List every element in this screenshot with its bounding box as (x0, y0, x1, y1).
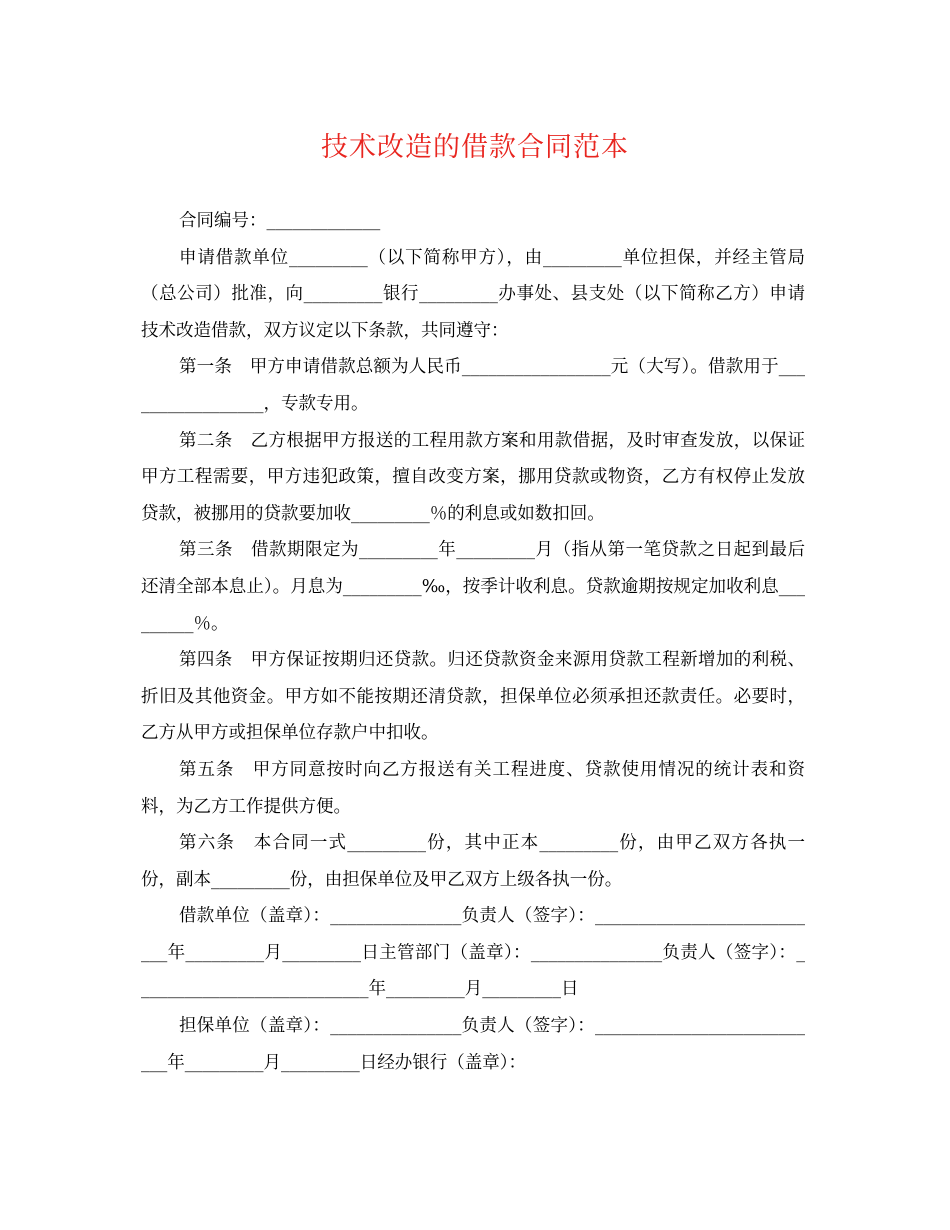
contract-number-line: 合同编号：_____________ (179, 211, 381, 231)
document-body (141, 203, 805, 1081)
article-5-paragraph: 第五条 甲方同意按时向乙方报送有关工程进度、贷款使用情况的统计表和资料，为乙方工作提供方便。 (141, 759, 805, 817)
document-title: 技术改造的借款合同范本 (321, 132, 629, 163)
article-2-paragraph: 第二条 乙方根据甲方报送的工程用款方案和用款借据，及时审查发放，以保证甲方工程需要，甲方违犯政策，擅自改变方案，挪用贷款或物资，乙方有权停止发放贷款，被挪用的贷款要加收_________％的利息或如数扣回。 (141, 430, 805, 524)
borrower-signature-block: 借款单位（盖章）：_______________负责人（签字）：___________________________年_________月_________日主管部门（盖章）：_______________负责人（签字）：___________________________年_________月_________日 (141, 906, 805, 1000)
article-4-paragraph: 第四条 甲方保证按期归还贷款。归还贷款资金来源用贷款工程新增加的利税、折旧及其他资金。甲方如不能按期还清贷款，担保单位必须承担还款责任。必要时，乙方从甲方或担保单位存款户中扣收。 (141, 650, 805, 744)
article-3-paragraph: 第三条 借款期限定为_________年_________月（指从第一笔贷款之日起到最后还清全部本息止）。月息为_________‰，按季计收利息。贷款逾期按规定加收利息_________％。 (141, 540, 805, 634)
article-1-paragraph: 第一条 甲方申请借款总额为人民币_________________元（大写）。借款用于_________________，专款专用。 (141, 357, 805, 414)
preamble-paragraph: 申请借款单位_________（以下简称甲方），由_________单位担保，并经主管局（总公司）批准，向_________银行_________办事处、县支处（以下简称乙方）申请技术改造借款，双方议定以下条款，共同遵守： (141, 247, 805, 341)
article-6-paragraph: 第六条 本合同一式_________份，其中正本_________份，由甲乙双方各执一份，副本_________份，由担保单位及甲乙双方上级各执一份。 (141, 833, 805, 890)
guarantor-signature-block: 担保单位（盖章）：_______________负责人（签字）：___________________________年_________月_________日经办银行（盖章）： (141, 1016, 805, 1073)
